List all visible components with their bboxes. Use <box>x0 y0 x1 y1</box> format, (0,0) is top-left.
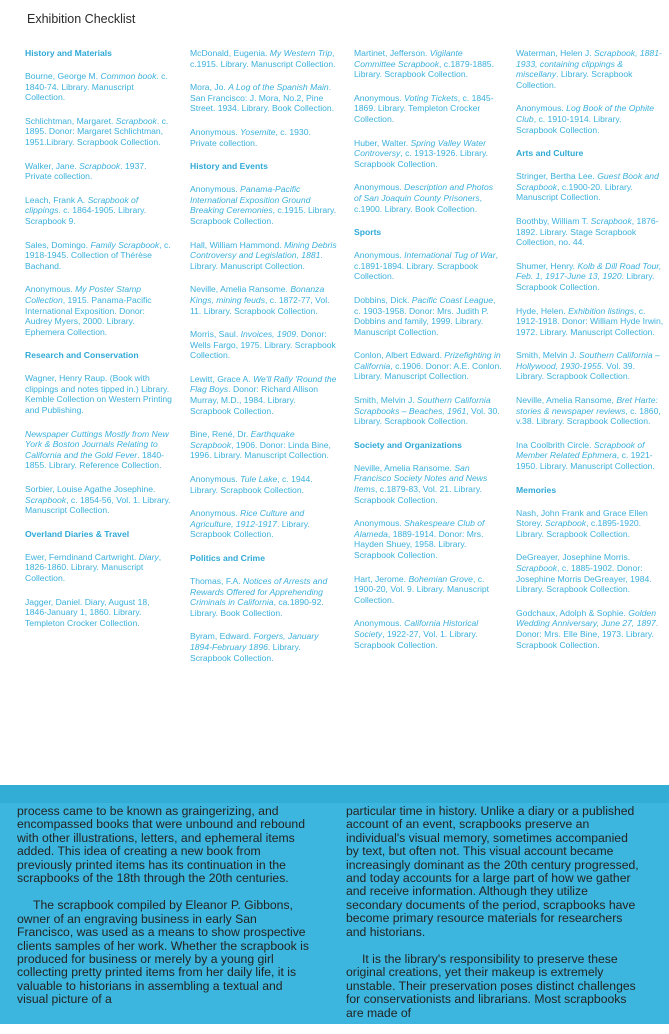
entry-title: Yosemite <box>240 126 276 137</box>
checklist-entry <box>516 552 664 594</box>
entry-pre: Shumer, Henry. <box>516 260 578 271</box>
page-heading: Exhibition Checklist <box>27 12 136 26</box>
checklist-entry <box>516 171 664 203</box>
entry-title: Scrapbook <box>25 494 67 505</box>
checklist-entry <box>25 484 173 516</box>
entry-pre: Boothby, William T. <box>516 215 591 226</box>
entry-title: Description and Photos of San Joaquin County Prisoners <box>354 182 494 203</box>
checklist-entry <box>190 329 338 361</box>
entry-post: , c. 1910-1914. Library. Scrapbook Collection. <box>516 113 622 135</box>
entry-title: My Poster Stamp Collection <box>25 284 142 305</box>
entry-pre: Smith, Melvin J. <box>516 350 580 361</box>
checklist-column-2 <box>190 48 338 676</box>
checklist-entry <box>25 240 173 272</box>
checklist-entry <box>516 261 664 293</box>
entry-post: , 1889-1914. Donor: Mrs. Hayden Shuey, 1958. Library. Scrapbook Collection. <box>354 528 484 560</box>
entry-title: Forgers, January 1894-February 1896 <box>190 631 319 652</box>
entry-title: International Tug of War <box>404 250 496 261</box>
entry-post: , c. 1913-1926. Library. Scrapbook Collection. <box>354 148 489 169</box>
entry-title: Common book <box>100 71 157 81</box>
entry-title: Voting Tickets <box>404 92 458 103</box>
section-heading: Memories <box>516 484 557 495</box>
entry-title: Vigilante Committee Scrapbook <box>354 48 463 69</box>
entry-title: Diary <box>138 551 159 562</box>
checklist-column-3 <box>354 48 502 663</box>
entry-post: . Library. Scrapbook Collection. <box>516 69 633 90</box>
entry-pre: Anonymous. <box>190 126 241 137</box>
entry-pre: Anonymous. <box>354 518 405 529</box>
checklist-entry <box>516 508 664 540</box>
section-heading: History and Events <box>190 161 268 172</box>
entry-pre: Thomas, F.A. <box>190 576 244 586</box>
entry-title: Newspaper Cuttings Mostly from New York & Boston Journals Relating to California and the Gold Fever <box>25 428 169 460</box>
entry-post: , c.1900. Library. Book Collection. <box>354 192 483 214</box>
entry-title: San Francisco Society Notes and News Items <box>354 462 488 495</box>
entry-title: Scrapbook, 1881-1933, containing clippings & miscellany <box>516 48 662 80</box>
entry-pre: Anonymous. <box>190 508 241 519</box>
essay-band-top-strip <box>0 785 669 803</box>
entry-post: , c. 1900-20, Vol. 9. Library. Manuscript Collection. <box>354 573 490 605</box>
entry-title: Bret Harte: stories & newspaper reviews <box>516 395 658 416</box>
entry-pre: Anonymous. <box>354 250 405 261</box>
entry-pre: Anonymous. <box>354 92 405 103</box>
entry-pre: Hyde, Helen. <box>516 305 569 316</box>
entry-post: , c. 1854-56, Vol. 1. Library. Manuscript Collection. <box>25 494 171 516</box>
essay-paragraph: process came to be known as graingerizing, and encompassed books that were unbound and rebound with other illustrations, letters, and ephemeral items added. This idea of creating a new book from previously printed items has its continuation in the scrapbooks of the 18th through the 20th centuries. <box>17 804 305 886</box>
entry-pre: McDonald, Eugenia. <box>190 48 270 58</box>
entry-pre: Anonymous. <box>190 474 241 485</box>
entry-title: Shakespeare Club of Alameda <box>354 518 485 539</box>
checklist-entry <box>354 518 502 560</box>
checklist-entry <box>190 474 338 495</box>
section-heading: Overland Diaries & Travel <box>25 528 130 539</box>
entry-post: , 1826-1860. Library. Manuscript Collection. <box>25 551 162 583</box>
checklist-entry <box>190 48 338 69</box>
entry-post: , c.1895-1920. Library. Scrapbook Collection. <box>516 518 642 539</box>
entry-post: , c. 1903-1958. Donor: Mrs. Judith P. Dobbins and family, 1999. Library. Manuscript Collection. <box>354 294 496 337</box>
entry-post: , 1906. Donor: Linda Bine, 1996. Library. Manuscript Collection. <box>190 439 331 461</box>
checklist-entry <box>516 48 664 90</box>
entry-pre: Anonymous. <box>354 618 405 629</box>
checklist-entry <box>25 116 173 148</box>
checklist-entry <box>190 576 338 618</box>
entry-pre: Anonymous. <box>190 184 241 195</box>
entry-pre: Neville, Amelia Ransome, <box>516 395 617 406</box>
checklist-entry <box>354 618 502 650</box>
section-heading: Research and Conservation <box>25 350 139 361</box>
checklist-entry <box>354 250 502 282</box>
entry-pre: Walker, Jane. <box>25 160 80 171</box>
entry-pre: Smith, Melvin J. <box>354 395 418 406</box>
checklist-entry <box>190 284 338 316</box>
entry-post: , c. 1921-1950. Library. Manuscript Collection. <box>516 450 655 472</box>
entry-pre: Martinet, Jefferson. <box>354 48 430 58</box>
entry-title: California Historical Society <box>354 618 479 639</box>
checklist-entry <box>190 374 338 416</box>
entry-post: . Vol. 39. Library. Scrapbook Collection. <box>516 360 635 382</box>
entry-post: . Donor: Richard Allison Murray, M.D., 1984. Library. Scrapbook Collection. <box>190 384 319 416</box>
entry-title: Kolb & Dill Road Tour, Feb. 1, 1917-June 13, 1920 <box>516 260 662 282</box>
entry-pre: Neville, Amelia Ransome. <box>354 462 455 473</box>
entry-title: We'll Rally 'Round the Flag Boys <box>190 373 337 395</box>
checklist-entry <box>354 350 502 382</box>
entry-post: . c. 1864-1905. Library. Scrapbook 9. <box>25 205 147 226</box>
entry-pre: Nash, John Frank and Grace Ellen Storey. <box>516 507 648 529</box>
entry-pre: Morris, Saul. <box>190 329 241 340</box>
entry-post: . San Francisco: J. Mora, No.2, Pine Street. 1934. Library. Book Collection. <box>190 82 335 114</box>
entry-title: Spring Valley Water Controversy <box>354 137 486 159</box>
checklist-entry <box>190 184 338 226</box>
entry-pre: Waterman, Helen J. <box>516 48 595 58</box>
checklist-entry <box>190 508 338 540</box>
checklist-entry <box>25 429 173 471</box>
checklist-entry <box>25 284 173 337</box>
entry-post: . Library. Scrapbook Collection. <box>516 271 655 292</box>
entry-pre: Anonymous. <box>354 182 405 193</box>
entry-pre: Dobbins, Dick. <box>354 294 412 305</box>
essay-column-right <box>346 805 643 1034</box>
entry-title: Bonanza Kings, mining feuds <box>190 284 325 305</box>
entry-post: , c. 1860, v.38. Library. Scrapbook Collection. <box>516 405 661 427</box>
entry-title: Rice Culture and Agriculture, 1912-1917 <box>190 508 305 529</box>
entry-post: . Donor: Mrs. Elle Bine, 1973. Library. Scrapbook Collection. <box>516 618 659 650</box>
checklist-entry <box>354 93 502 125</box>
entry-post: . 1937. Private collection. <box>25 160 147 182</box>
checklist-entry <box>25 597 173 629</box>
checklist-entry <box>190 429 338 461</box>
checklist-entry <box>190 240 338 272</box>
entry-post: , c.1915. Library. Manuscript Collection. <box>190 48 336 69</box>
entry-title: Tule Lake <box>240 474 278 485</box>
entry-pre: Bourne, George M. <box>25 71 101 81</box>
checklist-entry <box>354 48 502 80</box>
entry-pre: Hart, Jerome. <box>354 573 409 584</box>
entry-post: . Donor: Wells Fargo, 1975. Library. Scrapbook Collection. <box>190 329 336 361</box>
entry-pre: DeGreayer, Josephine Morris. <box>516 552 631 563</box>
entry-post: . Library. Manuscript Collection. <box>190 250 323 271</box>
checklist-column-4 <box>516 48 664 663</box>
entry-post: , 1922-27, Vol. 1. Library. Scrapbook Collection. <box>354 628 478 650</box>
section-heading: Society and Organizations <box>354 439 462 450</box>
entry-title: Prizefighting in California <box>354 350 501 371</box>
entry-title: Invoices, 1909 <box>240 329 297 340</box>
entry-post: . Library. Scrapbook Collection. <box>190 518 310 540</box>
checklist-entry <box>516 350 664 382</box>
entry-title: My Western Trip <box>269 48 333 58</box>
entry-title: Pacific Coast League <box>411 294 494 305</box>
entry-post: , c.1906. Donor: A.E. Conlon. Library. Manuscript Collection. <box>354 360 502 382</box>
entry-post: , c. 1885-1902. Donor: Josephine Morris DeGreayer, 1984. Library. Scrapbook Collection. <box>516 563 652 595</box>
entry-pre: Conlon, Albert Edward. <box>354 350 445 361</box>
entry-pre: Ewer, Ferndinand Cartwright. <box>25 551 139 562</box>
entry-title: Scrapbook <box>544 518 587 529</box>
entry-post: , c.1891-1894. Library. Scrapbook Collection. <box>354 250 498 282</box>
checklist-entry <box>516 216 664 248</box>
checklist-entry <box>354 138 502 170</box>
essay-paragraph: The scrapbook compiled by Eleanor P. Gibbons, owner of an engraving business in early San Francisco, was used as a means to show prospective clients samples of her work. Whether the scrapbook is produced for business or merely by a young girl collecting pretty printed items from her daily life, it is valuable to historians in assembling a textual and visual picture of a <box>17 898 309 1007</box>
entry-post: , c. 1918-1945. Collection of Thérèse Bachand. <box>25 239 171 271</box>
entry-title: Scrapbook <box>516 563 558 573</box>
checklist-entry <box>25 71 173 103</box>
checklist-entry <box>354 574 502 606</box>
entry-pre: Huber, Walter. <box>354 137 411 148</box>
entry-pre: Sales, Domingo. <box>25 239 91 250</box>
entry-pre: Jagger, Daniel. Diary, August 18, 1846-January 1, 1860. Library. Templeton Crocker Collection. <box>25 596 150 628</box>
checklist-entry <box>354 182 502 214</box>
checklist-entry <box>354 295 502 337</box>
entry-pre: Godchaux, Adolph & Sophie. <box>516 607 629 618</box>
entry-pre: Neville, Amelia Ransome. <box>190 284 291 295</box>
entry-post: , c. 1845-1869. Library. Templeton Crocker Collection. <box>354 92 494 124</box>
entry-pre: Ina Coolbrith Circle. <box>516 439 594 450</box>
entry-post: , ca.1890-92. Library. Book Collection. <box>190 597 324 618</box>
checklist-entry <box>516 103 664 135</box>
entry-post: , c. 1944. Library. Scrapbook Collection. <box>190 474 313 495</box>
entry-title: Log Book of the Ophite Club <box>516 103 655 124</box>
checklist-column-1 <box>25 48 173 641</box>
entry-pre: Hall, William Hammond. <box>190 239 285 250</box>
checklist-entry <box>516 608 664 650</box>
checklist-entry <box>516 306 664 338</box>
entry-title: A Log of the Spanish Main <box>228 82 329 93</box>
entry-pre: Bine, René, Dr. <box>190 429 251 440</box>
section-heading: History and Materials <box>25 48 112 58</box>
entry-title: Notices of Arrests and Rewards Offered for Apprehending Criminals in California <box>190 576 328 608</box>
essay-paragraph: particular time in history. Unlike a diary or a published account of an event, scrapbooks preserve an individual's visual memory, sometimes accompanied by text, but often not. This visual account became increasingly dominant as the 20th century progressed, and today accounts for a large part of how we gather and receive information. Although they utilize secondary documents of the period, scrapbooks have become primary resource materials for researchers and historians. <box>346 804 639 939</box>
entry-title: Panama-Pacific International Exposition Ground Breaking Ceremonies <box>190 184 311 216</box>
checklist-entry <box>354 395 502 427</box>
essay-paragraph: It is the library's responsibility to preserve these original creations, yet their makeup is extremely unstable. Their preservation poses distinct challenges for conservationists and librarians. Most scrapbooks are made of <box>346 952 636 1020</box>
entry-post: , c.1879-1885. Library. Scrapbook Collection. <box>354 58 494 80</box>
entry-title: Southern California – Hollywood, 1930-1955 <box>516 350 660 371</box>
entry-pre: Stringer, Bertha Lee. <box>516 171 598 182</box>
entry-post: , c. 1930. Private collection. <box>190 126 311 148</box>
entry-post: . c. 1840-74. Library. Manuscript Collection. <box>25 71 168 103</box>
entry-pre: Sorbier, Louise Agathe Josephine. <box>25 484 156 495</box>
entry-post: . c. 1895. Donor: Margaret Schlichtman, 1951.Library. Scrapbook Collection. <box>25 115 169 147</box>
entry-post: , c.1915. Library. Scrapbook Collection. <box>190 205 337 226</box>
section-heading: Arts and Culture <box>516 148 584 159</box>
entry-post: , c.1879-83, Vol. 21. Library. Scrapbook Collection. <box>354 484 482 505</box>
entry-post: , 1915. Panama-Pacific International Exposition. Donor: Audrey Myers, 2000. Library. Ephemera Collection. <box>25 294 152 337</box>
checklist-entry <box>354 463 502 505</box>
entry-post: , c.1900-20. Library. Manuscript Collection. <box>516 181 633 203</box>
entry-pre: Wagner, Henry Raup. (Book with clippings and notes tipped in.) Library. Kemble Collection on Western Printing and Publishing. <box>25 373 172 416</box>
entry-title: Earthquake Scrapbook <box>190 429 295 450</box>
entry-pre: Mora, Jo. <box>190 82 229 93</box>
checklist-entry <box>190 127 338 148</box>
entry-title: Family Scrapbook <box>90 239 160 250</box>
entry-title: Exhibition listings <box>568 305 634 316</box>
checklist-entry <box>25 161 173 182</box>
checklist-entry <box>25 373 173 415</box>
checklist-entry <box>190 631 338 663</box>
section-heading: Politics and Crime <box>190 553 265 563</box>
entry-title: Scrapbook <box>115 115 157 126</box>
entry-title: Bohemian Grove <box>408 573 473 584</box>
entry-pre: Lewitt, Grace A. <box>190 373 254 384</box>
entry-pre: Byram, Edward. <box>190 631 254 642</box>
entry-title: Southern California Scrapbooks – Beaches, 1961 <box>354 395 491 416</box>
entry-title: Scrapbook <box>590 215 632 226</box>
entry-pre: Anonymous. <box>25 284 76 295</box>
entry-post: , Vol. 30. Library. Scrapbook Collection. <box>354 405 500 427</box>
entry-title: Mining Debris Controversy and Legislation, 1881 <box>190 239 337 261</box>
section-heading: Sports <box>354 227 382 238</box>
entry-post: . Library. Scrapbook Collection. <box>190 641 301 663</box>
entry-title: Scrapbook of clippings <box>25 194 139 216</box>
entry-title: Scrapbook <box>79 160 121 171</box>
entry-pre: Leach, Frank A. <box>25 194 88 205</box>
entry-post: , 1876-1892. Library. Stage Scrapbook Collection, no. 44. <box>516 215 659 248</box>
checklist-entry <box>516 440 664 472</box>
checklist-columns <box>0 48 669 768</box>
entry-title: Scrapbook of Member Related Ephmera <box>516 439 645 461</box>
entry-post: , c. 1912-1918. Donor: William Hyde Irwin, 1972. Library. Manuscript Collection. <box>516 305 664 337</box>
checklist-entry <box>190 82 338 114</box>
entry-pre: Anonymous. <box>516 103 567 114</box>
essay-column-left <box>17 805 314 1021</box>
checklist-entry <box>516 395 664 427</box>
checklist-entry <box>25 195 173 227</box>
entry-pre: Schlichtman, Margaret. <box>25 115 116 126</box>
entry-title: Golden Wedding Anniversary, June 27, 1897 <box>516 607 656 629</box>
entry-post: , c. 1872-77, Vol. 11. Library. Scrapbook Collection. <box>190 294 330 316</box>
entry-post: . 1840-1855. Library. Reference Collection. <box>25 449 165 471</box>
entry-title: Guest Book and Scrapbook <box>516 171 659 192</box>
checklist-entry <box>25 552 173 584</box>
